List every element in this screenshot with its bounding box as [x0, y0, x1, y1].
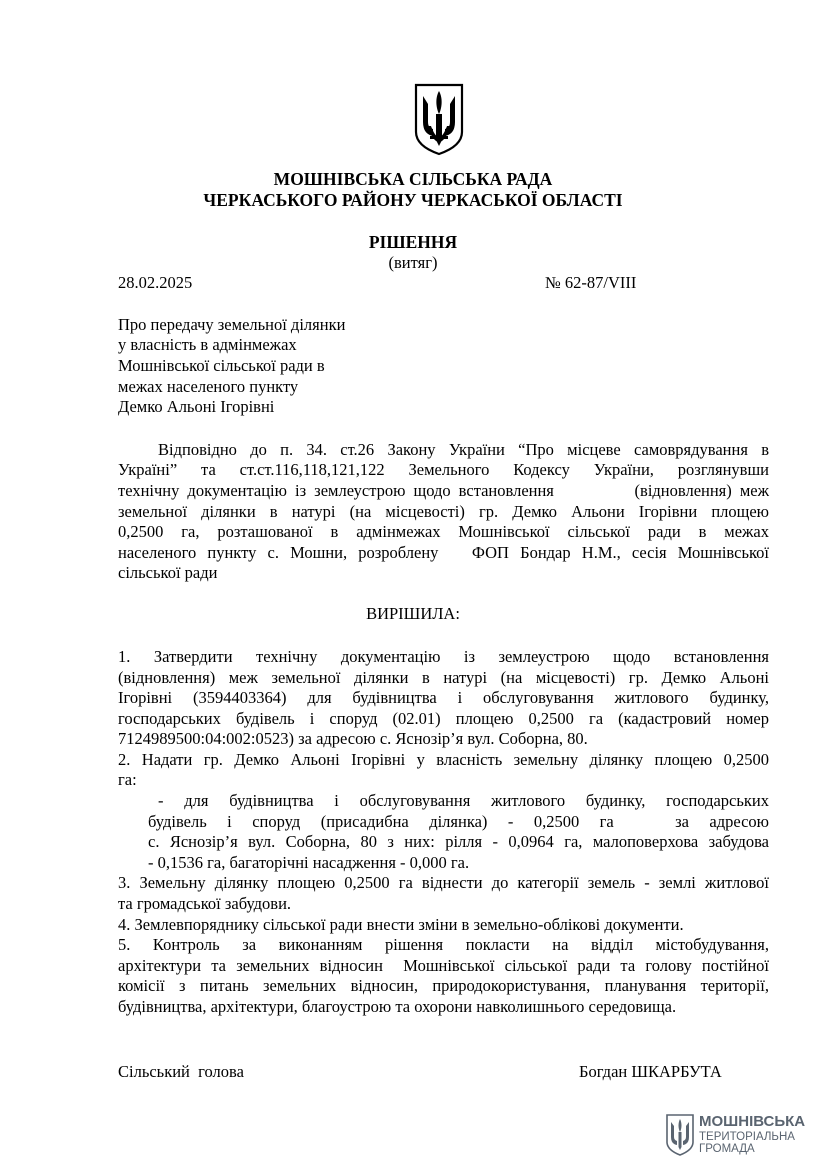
document-date: 28.02.2025: [118, 273, 193, 292]
item-line: та громадської забудови.: [118, 894, 292, 913]
preamble-line: технічну документацію із землеустрою щодо встановлення (відновлення) меж: [118, 481, 769, 500]
item-line: 2. Надати гр. Демко Альоні Ігорівні у власність земельну ділянку площею 0,2500: [118, 750, 769, 769]
item-line: - для будівництва і обслуговування житлового будинку, господарських: [158, 791, 769, 810]
subject-line: Мошнівської сільської ради в: [118, 356, 325, 375]
preamble-line: Україні” та ст.ст.116,118,121,122 Земельного Кодексу України, розглянувши: [118, 460, 769, 479]
item-line: 1. Затвердити технічну документацію із землеустрою щодо встановлення: [118, 647, 769, 666]
trident-icon: [666, 1114, 694, 1156]
item-line: 5. Контроль за виконанням рішення покласти на відділ містобудування,: [118, 935, 769, 954]
document-type: РІШЕННЯ: [368, 232, 458, 252]
subject-line: у власність в адмінмежах: [118, 335, 297, 354]
item-line: Ігорівні (3594403364) для будівництва і обслуговування житлового будинку,: [118, 688, 769, 707]
item-line: архітектури та земельних відносин Мошнівської сільської ради та голову постійної: [118, 956, 769, 975]
item-line: 4. Землевпоряднику сільської ради внести зміни в земельно-облікові документи.: [118, 915, 684, 934]
document-number: № 62-87/VIII: [545, 273, 637, 292]
subject-line: межах населеного пункту: [118, 377, 299, 396]
signature-position: Сільський голова: [118, 1062, 244, 1081]
subject-line: Демко Альоні Ігорівні: [118, 397, 275, 416]
item-line: (відновлення) меж земельної ділянки в натурі (на місцевості) гр. Демко Альоні: [118, 668, 769, 687]
item-line: 3. Земельну ділянку площею 0,2500 га віднести до категорії земель - землі житлової: [118, 873, 769, 892]
preamble-line: 0,2500 га, розташованої в адмінмежах Мошнівської сільської ради в межах: [118, 522, 769, 541]
signature-name: Богдан ШКАРБУТА: [579, 1062, 722, 1081]
document-subtype: (витяг): [388, 253, 438, 272]
watermark-subtitle-2: ГРОМАДА: [699, 1143, 755, 1155]
preamble-line: населеного пункту с. Мошни, розроблену ФОП Бондар Н.М., сесія Мошнівської: [118, 543, 769, 562]
item-line: будівель і споруд (присадибна ділянка) - 0,2500 га за адресою: [148, 812, 769, 831]
watermark-subtitle: ТЕРИТОРІАЛЬНА: [699, 1131, 795, 1143]
item-line: комісії з питань земельних відносин, природокористування, планування території,: [118, 976, 769, 995]
community-watermark: [666, 1112, 816, 1160]
item-line: господарських будівель і споруд (02.01) площею 0,2500 га (кадастровий номер: [118, 709, 769, 728]
council-name: МОШНІВСЬКА СІЛЬСЬКА РАДА: [273, 169, 553, 189]
council-region: ЧЕРКАСЬКОГО РАЙОНУ ЧЕРКАСЬКОЇ ОБЛАСТІ: [203, 190, 623, 210]
item-line: - 0,1536 га, багаторічні насадження - 0,000 га.: [148, 853, 470, 872]
resolved-heading: ВИРІШИЛА:: [366, 604, 460, 623]
item-line: будівництва, архітектури, благоустрою та охорони навколишнього середовища.: [118, 997, 677, 1016]
preamble-line: сільської ради: [118, 563, 218, 582]
subject-line: Про передачу земельної ділянки: [118, 315, 346, 334]
preamble-line: Відповідно до п. 34. ст.26 Закону України “Про місцеве самоврядування в: [158, 440, 769, 459]
item-line: га:: [118, 770, 137, 789]
item-line: 7124989500:04:002:0523) за адресою с. Яснозір’я вул. Соборна, 80.: [118, 729, 588, 748]
coat-of-arms-icon: [413, 82, 465, 156]
item-line: с. Яснозір’я вул. Соборна, 80 з них: рілля - 0,0964 га, малоповерхова забудова: [148, 832, 769, 851]
preamble-line: земельної ділянки в натурі (на місцевості) гр. Демко Альони Ігорівни площею: [118, 502, 769, 521]
watermark-title: МОШНІВСЬКА: [699, 1113, 806, 1130]
